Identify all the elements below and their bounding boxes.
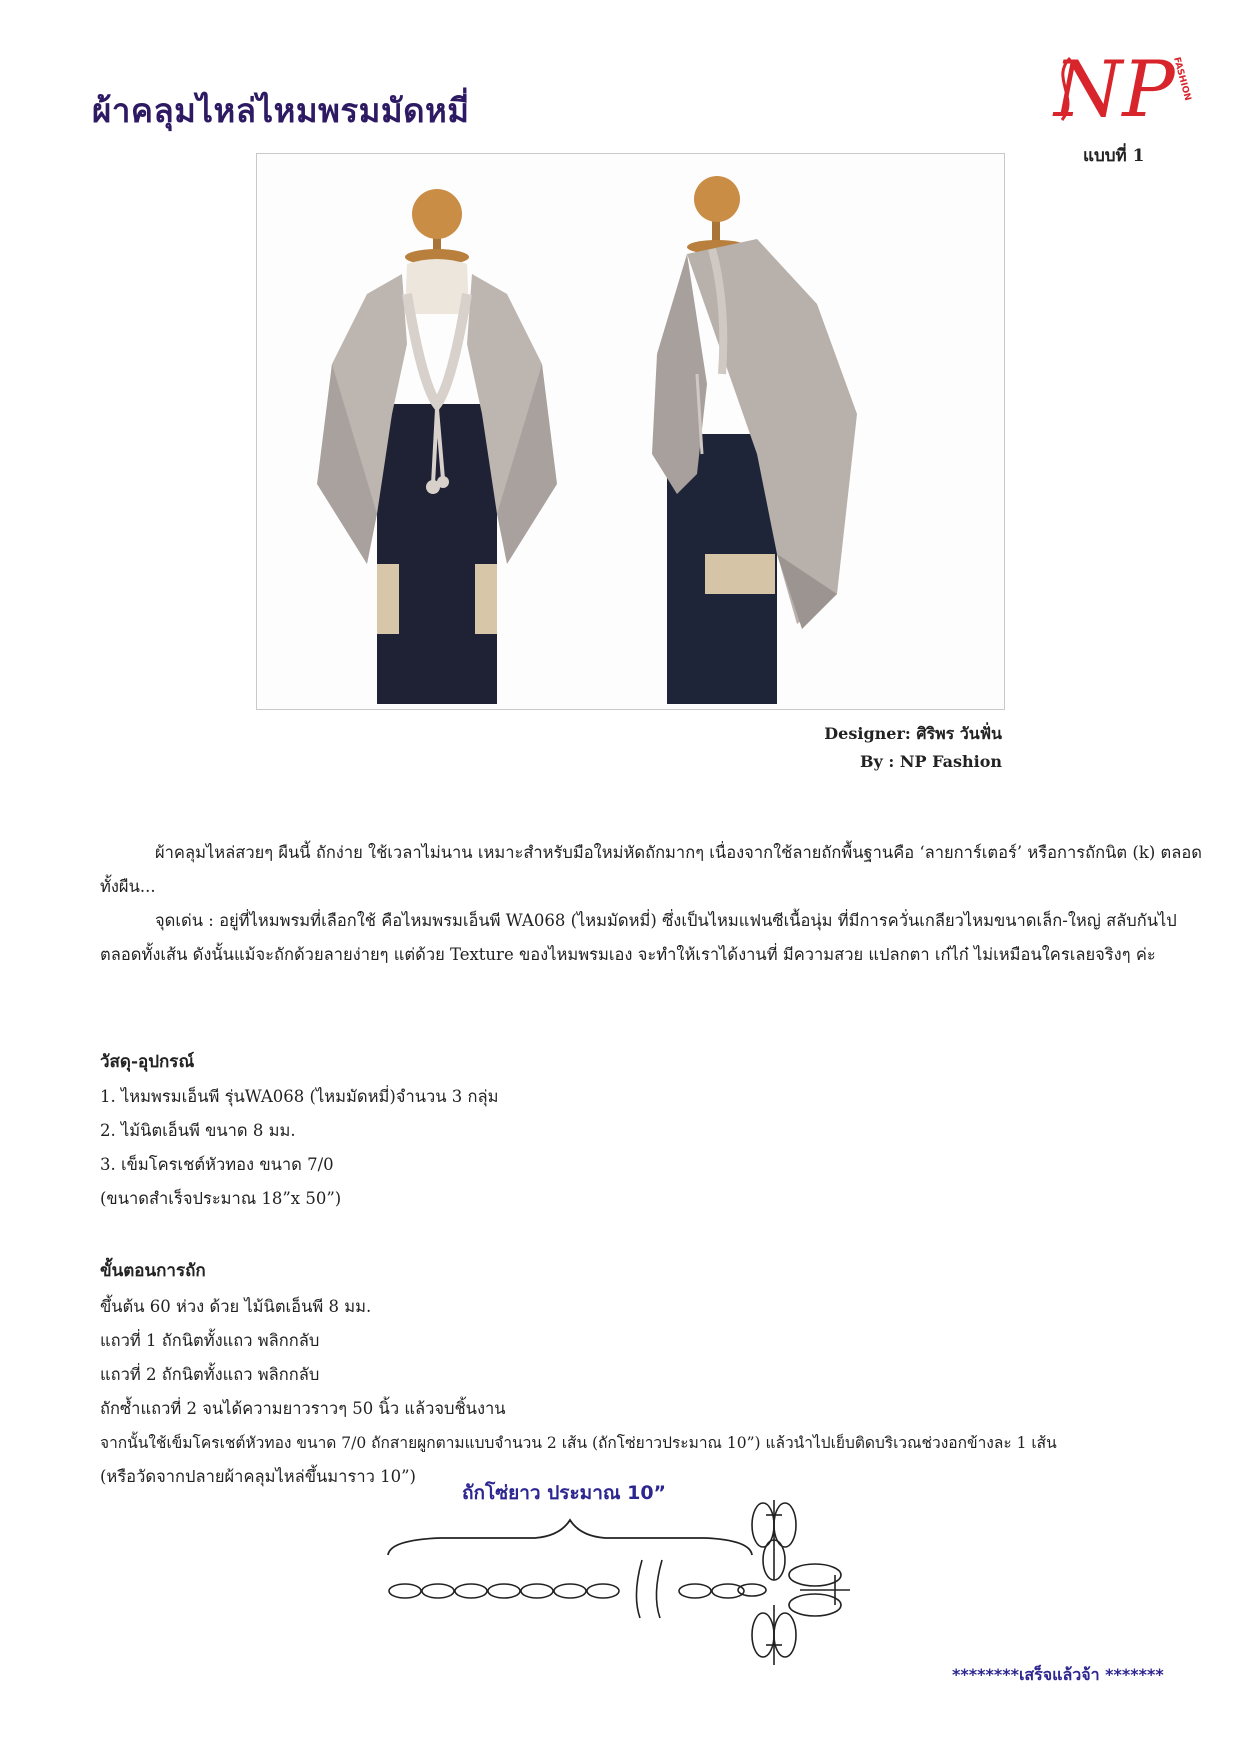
finish-note: ********เสร็จแล้วจ้า ******* <box>952 1665 1164 1684</box>
designer-credit: Designer: ศิริพร วันฟั่น <box>824 724 1002 743</box>
list-item: ขึ้นต้น 60 ห่วง ด้วย ไม้นิตเอ็นพี 8 มม. <box>100 1297 372 1316</box>
list-item: แถวที่ 1 ถักนิตทั้งแถว พลิกกลับ <box>100 1331 320 1350</box>
highlight-paragraph: จุดเด่น : อยู่ที่ไหมพรมที่เลือกใช้ คือไหมพรมเอ็นพี WA068 (ไหมมัดหมี่) ซึ่งเป็นไหมแฟนซีเนื้อนุ่ม ที่มีการควั่นเกลียวไหมขนาดเล็ก-ใหญ่ สลับกันไปตลอดทั้งเส้น ดังนั้นแม้จะถักด้วยลายง่ายๆ แต่ด้วย Texture ของไหมพรมเอง จะทำให้เราได้งานที่ มีความสวย แปลกตา เก๋ไก๋ ไม่เหมือนใครเลยจริงๆ ค่ะ <box>100 911 1177 964</box>
list-item: จากนั้นใช้เข็มโครเชต์หัวทอง ขนาด 7/0 ถักสายผูกตามแบบจำนวน 2 เส้น (ถักโซ่ยาวประมาณ 10”) แล้วนำไปเย็บติดบริเวณช่วงอกข้างละ 1 เส้น <box>100 1434 1057 1452</box>
steps-heading: ขั้นตอนการถัก <box>100 1261 206 1281</box>
list-item: (หรือวัดจากปลายผ้าคลุมไหล่ขึ้นมาราว 10”) <box>100 1467 416 1486</box>
list-item: 3. เข็มโครเชต์หัวทอง ขนาด 7/0 <box>100 1155 334 1174</box>
list-item: แถวที่ 2 ถักนิตทั้งแถว พลิกกลับ <box>100 1365 320 1384</box>
np-fashion-logo <box>1050 38 1200 128</box>
crochet-chain-diagram <box>380 1480 1210 1680</box>
svg-text:NP: NP <box>1054 45 1175 128</box>
intro-section <box>100 836 1205 972</box>
product-photo <box>256 153 1005 710</box>
list-item: (ขนาดสำเร็จประมาณ 18”x 50”) <box>100 1189 342 1208</box>
chain-length-label: ถักโซ่ยาว ประมาณ 10” <box>462 1482 667 1504</box>
steps-list <box>100 1290 1220 1494</box>
materials-list <box>100 1080 1220 1216</box>
page-title: ผ้าคลุมไหล่ไหมพรมมัดหมี่ <box>92 91 470 130</box>
materials-heading: วัสดุ-อุปกรณ์ <box>100 1052 195 1072</box>
svg-text:FASHION: FASHION <box>1171 56 1193 102</box>
intro-paragraph: ผ้าคลุมไหล่สวยๆ ผืนนี้ ถักง่าย ใช้เวลาไม่นาน เหมาะสำหรับมือใหม่หัดถักมากๆ เนื่องจากใช้ลายถักพื้นฐานคือ ‘ลายการ์เตอร์’ หรือการถักนิต (k) ตลอดทั้งผืน... <box>100 843 1202 896</box>
list-item: 1. ไหมพรมเอ็นพี รุ่นWA068 (ไหมมัดหมี่)จำนวน 3 กลุ่ม <box>100 1087 499 1106</box>
brand-credit: By : NP Fashion <box>860 752 1002 771</box>
list-item: 2. ไม้นิตเอ็นพี ขนาด 8 มม. <box>100 1121 296 1140</box>
pattern-number: แบบที่ 1 <box>1083 146 1145 166</box>
list-item: ถักซ้ำแถวที่ 2 จนได้ความยาวราวๆ 50 นิ้ว แล้วจบชิ้นงาน <box>100 1399 506 1418</box>
